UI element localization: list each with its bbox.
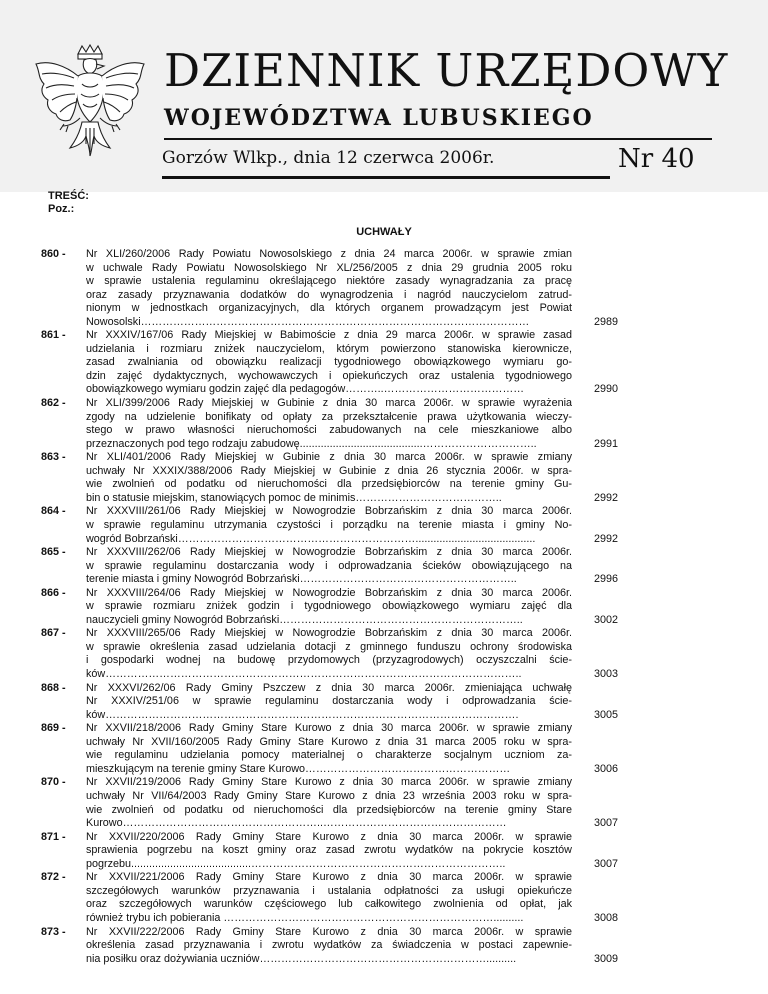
entry-line: bin o statusie miejskim, stanowiących pomoc de minimis………………………………….. — [86, 491, 502, 504]
entry-line: wie zwolnień od podatku od nieruchomości dla przedsiębiorców na terenie gminy Gu- — [86, 478, 572, 491]
entry-line: w sprawie regulaminu utrzymania czystości i porządku na terenie miasta i gminy No- — [86, 518, 572, 531]
entry-page-number: 2989 — [594, 315, 619, 328]
entry-line: Nr XLI/260/2006 Rady Powiatu Nowosolskiego z dnia 24 marca 2006r. w sprawie zmian — [86, 248, 572, 260]
entry-line: określenia zasad przyznawania i zwrotu wydatków za świadczenia w postaci zapewnie- — [86, 939, 572, 952]
entry-page-number: 3002 — [594, 613, 619, 626]
entry-title — [86, 722, 572, 776]
entry-line: udzielania i rozmiaru zniżek nauczycielom, którym powierzono stanowiska kierownicze, — [86, 342, 572, 355]
entry-title — [86, 248, 572, 329]
entry-title — [86, 451, 572, 505]
entry-line: w uchwale Rady Powiatu Nowosolskiego Nr XL/256/2005 z dnia 29 grudnia 2005 roku — [86, 261, 572, 274]
entry-line: pogrzebu........................................…………………………………………………………….. — [86, 857, 506, 870]
entry-page-number: 3003 — [594, 668, 619, 681]
entry-title — [86, 587, 572, 628]
entry-line: uchwały Nr VII/64/2003 Rady Gminy Stare Kurowo z dnia 23 września 2003 roku w spra- — [86, 789, 572, 802]
entry-line: nauczycieli gminy Nowogród Bobrzański………………………………………………………….. — [86, 613, 523, 626]
entry-line: Nr XXXVIII/262/06 Rady Miejskiej w Nowogrodzie Bobrzańskim z dnia 30 marca 2006r. — [86, 546, 572, 559]
entry-number: 865 - — [41, 546, 66, 559]
entry-title — [86, 776, 572, 830]
header-divider-top — [164, 138, 712, 140]
entry-number: 873 - — [41, 925, 66, 938]
entry-line: Nr XXXIV/167/06 Rady Miejskiej w Babimoście z dnia 29 marca 2006r. w sprawie zasad — [86, 329, 572, 342]
entry-number: 867 - — [41, 627, 66, 640]
entry-page-number: 3007 — [594, 817, 619, 830]
entry-line: Nr XXXVI/262/06 Rady Gminy Pszczew z dnia 30 marca 2006r. zmieniająca uchwałę — [86, 681, 572, 694]
entry-number: 870 - — [41, 776, 66, 789]
entry-line: w sprawie określenia zasad udzielania dotacji z gminnego funduszu ochrony środowiska — [86, 640, 572, 653]
entry-page-number: 3007 — [594, 857, 619, 870]
entry-line: wie regulaminu udzielania pomocy materialnej o charakterze socjalnym uczniom za- — [86, 749, 572, 762]
entry-page-number: 2992 — [594, 532, 619, 545]
entry-line: zgody na udzielenie bonifikaty od opłaty za przekształcenie prawa użytkowania wieczy- — [86, 410, 572, 423]
contents-label: TREŚĆ: — [48, 190, 89, 202]
entry-line: i gospodarki wodnej na budowę przydomowych (przyzagrodowych) oczyszczalni ście- — [86, 654, 572, 667]
entry-title — [86, 546, 572, 587]
entry-line: w sprawie regulaminu dostarczania wody i odprowadzania ścieków obowiązującego na — [86, 559, 572, 572]
entry-page-number: 2991 — [594, 437, 619, 450]
entry-line: oraz zasady przyznawania dodatków do wynagrodzenia i nagród nauczycielom zatrud- — [86, 288, 572, 301]
entry-line: Nowosolski……………………………………………………………………………………………… — [86, 315, 530, 328]
entry-number: 860 - — [41, 248, 66, 260]
entry-line: nia posiłku oraz dożywiania uczniów……………………………………………………….......... — [86, 952, 517, 965]
entry-number: 872 - — [41, 871, 66, 884]
entry-title — [86, 682, 572, 723]
entry-line: nionym w jednostkach organizacyjnych, dla których organem prowadzącym jest Powiat — [86, 302, 572, 315]
entry-number: 861 - — [41, 329, 66, 342]
entry-line: również trybu ich pobierania ………………………………………………………………….......... — [86, 911, 524, 924]
entry-title — [86, 627, 572, 681]
position-label: Poz.: — [48, 203, 75, 215]
entry-line: Nr XXXIV/251/06 w sprawie regulaminu dostarczania wody i odprowadzania ście- — [86, 695, 572, 708]
entry-line: Nr XXXVIII/264/06 Rady Miejskiej w Nowogrodzie Bobrzańskim z dnia 30 marca 2006r. — [86, 586, 572, 599]
entry-line: uchwały Nr XVII/160/2005 Rady Gminy Stare Kurowo z dnia 31 marca 2005 roku w spra- — [86, 735, 572, 748]
entry-page-number: 3006 — [594, 762, 619, 775]
entry-page-number: 2990 — [594, 383, 619, 396]
entry-line: ków……………………………………………………………………………………………………. — [86, 708, 519, 721]
entry-line: zasad zwalniania od obowiązku realizacji tygodniowego obowiązkowego wymiaru go- — [86, 356, 572, 369]
entry-line: oraz szczegółowych warunków częściowego lub całkowitego zwolnienia od opłat, jak — [86, 898, 572, 911]
entry-number: 866 - — [41, 586, 66, 599]
entry-title — [86, 397, 572, 451]
entry-page-number: 3009 — [594, 952, 619, 965]
entry-line: Nr XXVII/221/2006 Rady Gminy Stare Kurowo z dnia 30 marca 2006r. w sprawie — [86, 871, 572, 884]
entry-line: Nr XXXVIII/265/06 Rady Miejskiej w Nowogrodzie Bobrzańskim z dnia 30 marca 2006r. — [86, 627, 572, 640]
entry-line: obowiązkowego wymiaru godzin zajęć dla pedagogów………..………………………………… — [86, 383, 525, 396]
publication-title: DZIENNIK URZĘDOWY — [164, 44, 729, 97]
entry-line: Nr XXVII/219/2006 Rady Gminy Stare Kurowo z dnia 30 marca 2006r. w sprawie zmiany — [86, 776, 572, 789]
entry-title — [86, 329, 572, 397]
entry-title — [86, 871, 572, 925]
entry-line: Nr XLI/401/2006 Rady Miejskiej w Gubinie z dnia 30 marca 2006r. w sprawie zmiany — [86, 451, 572, 464]
entry-page-number: 2992 — [594, 491, 619, 504]
entry-line: Kurowo………………………………………………..…………………………………………… — [86, 817, 507, 830]
header-divider-bottom — [162, 176, 610, 179]
entry-number: 868 - — [41, 681, 66, 694]
entry-line: w sprawie ustalenia regulaminu określającego niektóre zasady wynagradzania za pracę — [86, 275, 572, 288]
entry-line: Nr XXVII/218/2006 Rady Gminy Stare Kurowo z dnia 30 marca 2006r. w sprawie zmiany — [86, 722, 572, 735]
entry-line: szczegółowych warunków przyznawania i ustalania odpłatności za usługi opiekuńcze — [86, 884, 572, 897]
entry-title — [86, 505, 572, 546]
entry-title — [86, 926, 572, 967]
entry-number: 863 - — [41, 451, 66, 464]
entry-line: ków…………………………………………………………………………………………………….. — [86, 668, 522, 681]
entry-line: uchwały Nr XXXIX/388/2006 Rady Miejskiej w Gubinie z dnia 26 stycznia 2006r. w spra- — [86, 464, 572, 477]
issue-date: Gorzów Wlkp., dnia 12 czerwca 2006r. — [162, 148, 495, 168]
entry-line: wogród Bobrzański…………………………………………………………........................................ — [86, 532, 536, 545]
entry-title — [86, 831, 572, 872]
entry-line: w sprawie rozmiaru zniżek godzin i tygodniowego obowiązkowego wymiaru zajęć dla — [86, 600, 572, 613]
issue-number: Nr 40 — [618, 144, 695, 174]
entry-number: 871 - — [41, 830, 66, 843]
entry-line: sprawienia pogrzebu na koszt gminy oraz zasad zwrotu wydatków na pokrycie kosztów — [86, 844, 572, 857]
entry-line: dzin zajęć dydaktycznych, wychowawczych i opiekuńczych oraz ustalenia tygodniowego — [86, 369, 572, 382]
entry-line: Nr XXVII/220/2006 Rady Gminy Stare Kurowo z dnia 30 marca 2006r. w sprawie — [86, 830, 572, 843]
entry-number: 862 - — [41, 397, 66, 410]
entry-number: 864 - — [41, 505, 66, 518]
entry-page-number: 2996 — [594, 573, 619, 586]
publication-subtitle: WOJEWÓDZTWA LUBUSKIEGO — [164, 105, 594, 131]
entry-line: stego w prawo własności nieruchomości zabudowanych na cele mieszkaniowe albo — [86, 424, 572, 437]
entry-line: Nr XXXVIII/261/06 Rady Miejskiej w Nowogrodzie Bobrzańskim z dnia 30 marca 2006r. — [86, 505, 572, 518]
entry-line: wie zwolnień od podatku od nieruchomości dla przedsiębiorców na terenie gminy Stare — [86, 803, 572, 816]
entry-line: mieszkującym na terenie gminy Stare Kurowo………………………………………………… — [86, 762, 511, 775]
entry-number: 869 - — [41, 722, 66, 735]
entry-page-number: 3008 — [594, 911, 619, 924]
entry-page-number: 3005 — [594, 708, 619, 721]
polish-eagle-emblem-icon — [30, 44, 150, 168]
entry-line: terenie miasta i gminy Nowogród Bobrzański…………………………..……………………….. — [86, 573, 517, 586]
entry-line: Nr XXVII/222/2006 Rady Gminy Stare Kurowo z dnia 30 marca 2006r. w sprawie — [86, 925, 572, 938]
section-title: UCHWAŁY — [356, 226, 412, 238]
entry-line: Nr XLI/399/2006 Rady Miejskiej w Gubinie z dnia 30 marca 2006r. w sprawie wyrażenia — [86, 397, 572, 410]
entry-line: przeznaczonych pod tego rodzaju zabudowę.........................................………………………….. — [86, 437, 537, 450]
